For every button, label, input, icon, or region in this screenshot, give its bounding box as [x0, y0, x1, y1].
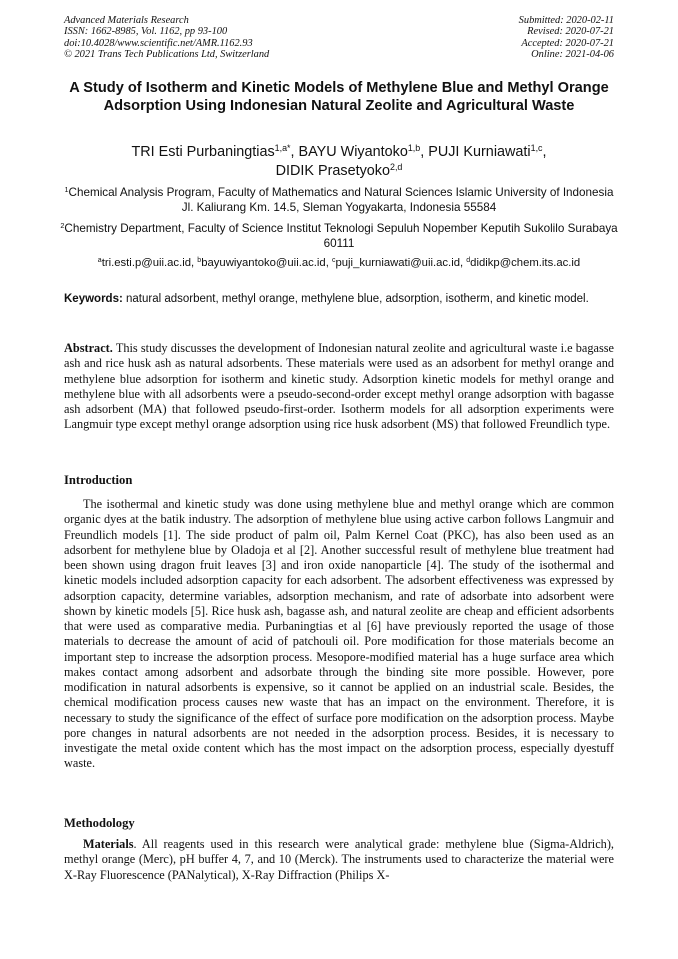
author-name: PUJI Kurniawati: [428, 144, 531, 160]
author-superscript: 2,d: [389, 162, 403, 173]
author-list: TRI Esti Purbaningtias$^{1,a*}$, BAYU Wiyantoko$^{1,b}$, PUJI Kurniawati$^{1,c}$, DIDIK Prasetyoko$^{2,d}$: [131, 143, 547, 179]
keywords-paragraph: [64, 291, 614, 307]
author-superscript: 1,b: [407, 143, 421, 154]
email-link[interactable]: didikp@chem.its.ac.id: [470, 257, 581, 269]
methodology-heading: Methodology: [64, 816, 135, 830]
journal-header-right: [519, 15, 614, 61]
author-name: BAYU Wiyantoko: [298, 144, 408, 160]
author-superscript: 1,a*: [274, 143, 291, 154]
materials-label: Materials: [83, 837, 134, 851]
affiliation-1: [60, 185, 618, 216]
affiliation-superscript: 1: [64, 185, 69, 195]
materials-text: . All reagents used in this research were analytical grade: methylene blue (Sigma-Aldrich), methyl orange (Merc), pH buffer 4, 7, and 10 (Merck). The instruments used to characterize the material were X-Ray Fluorescence (PANalytical), X-Ray Diffraction (Philips X-: [64, 837, 614, 882]
author-name: DIDIK Prasetyoko: [275, 163, 390, 179]
introduction-paragraph: The isothermal and kinetic study was done using methylene blue and methyl orange which are common organic dyes at the batik industry. The adsorption of methylene blue using active carbon follows Langmuir and Freundlich models [1]. The side product of palm oil, Palm Kernel Coat (PKC), has also been used as an adsorbent for methylene blue by Oladoja et al [2]. Another successful result of methylene blue treatment had been shown using dragon fruit leaves [3] and iron oxide nanoparticle [4]. The study of the isothermal and kinetic models included adsorption capacity for each adsorbent. The adsorbent effectiveness was expressed by adsorption capacity, determine variables, adsorption mechanism, and rate of adsorbate into adsorbent were shown by kinetic models [5]. Rice husk ash, bagasse ash, and natural zeolite are cheap and efficient adsorbents that were used as comparative media. Purbaningtias et al [6] have previously reported the usage of those materials to decrease the amount of acid of patchouli oil. Pore modification for those materials become an important step to increase the adsorption process. Mesopore-modified material has a huge surface area which makes contact among adsorbent and adsorbate through the binding site more possible. However, pore modification in natural adsorbents is expensive, so it cannot be applied on an industrial scale. Besides, the chemical modification process causes new waste that has an impact on the environment. Therefore, it is necessary to study the significance of the effect of surface pore modification on the adsorption process. Maybe pore changes in natural adsorbents are not needed in the adsorption process. Besides, it is necessary to investigate the metal oxide content which has the most impact on the adsorption process, especially dyestuff waste.: [64, 497, 614, 771]
keywords-label: Keywords:: [64, 293, 123, 305]
abstract-label: Abstract.: [64, 341, 113, 355]
author-name: TRI Esti Purbaningtias: [131, 144, 275, 160]
paper-title: A Study of Isotherm and Kinetic Models of Methylene Blue and Methyl Orange Adsorption Using Indonesian Natural Zeolite and Agricultural Waste: [69, 80, 609, 114]
email-superscript: c: [331, 257, 336, 265]
keywords-text: natural adsorbent, methyl orange, methylene blue, adsorption, isotherm, and kinetic model.: [122, 293, 589, 305]
email-link[interactable]: tri.esti.p@uii.ac.id,: [101, 257, 198, 269]
affiliation-superscript: 2: [60, 221, 65, 231]
affiliation-2: [60, 221, 618, 252]
revised-date: Revised: 2020-07-21: [527, 26, 614, 38]
email-superscript: b: [197, 257, 202, 265]
introduction-heading: Introduction: [64, 473, 133, 487]
email-link[interactable]: bayuwiyantoko@uii.ac.id,: [201, 257, 332, 269]
submitted-date: Submitted: 2020-02-11: [518, 15, 614, 26]
affiliation-text: Chemistry Department, Faculty of Science Institut Teknologi Sepuluh Nopember Keputih Sukolilo Surabaya 60111: [64, 222, 618, 251]
email-list: [60, 256, 618, 271]
email-superscript: d: [466, 257, 471, 265]
materials-paragraph: [64, 837, 614, 883]
accepted-date: Accepted: 2020-07-21: [521, 37, 614, 49]
online-date: Online: 2021-04-06: [531, 49, 614, 61]
email-superscript: a: [97, 257, 102, 265]
affiliation-text: Chemical Analysis Program, Faculty of Mathematics and Natural Sciences Islamic University of Indonesia Jl. Kaliurang Km. 14.5, Sleman Yogyakarta, Indonesia 55584: [68, 186, 614, 215]
author-superscript: 1,c: [530, 143, 543, 154]
journal-name: Advanced Materials Research: [64, 15, 189, 26]
abstract-text: This study discusses the development of Indonesian natural zeolite and agricultural waste i.e bagasse ash and rice husk ash as natural adsorbents. These materials were used as an adsorbent for methyl orange and methylene blue adsorption for isotherm and kinetic study. Adsorption kinetic models for methyl orange and methylene blue with all adsorbents were a pseudo-second-order except methyl orange adsorption with bagasse ash adsorbent (MA) that followed pseudo-first-order. Isotherm models for all adsorption experiments were Langmuir type except methyl orange adsorption using rice husk adsorbent (MS) that followed Freundlich type.: [64, 341, 614, 432]
doi-line[interactable]: doi:10.4028/www.scientific.net/AMR.1162.93: [64, 37, 253, 49]
email-link[interactable]: puji_kurniawati@uii.ac.id,: [335, 257, 467, 269]
abstract-paragraph: [64, 341, 614, 433]
issn-line: ISSN: 1662-8985, Vol. 1162, pp 93-100: [64, 26, 228, 38]
journal-header-left: [64, 15, 269, 61]
copyright-line: © 2021 Trans Tech Publications Ltd, Switzerland: [64, 49, 270, 61]
